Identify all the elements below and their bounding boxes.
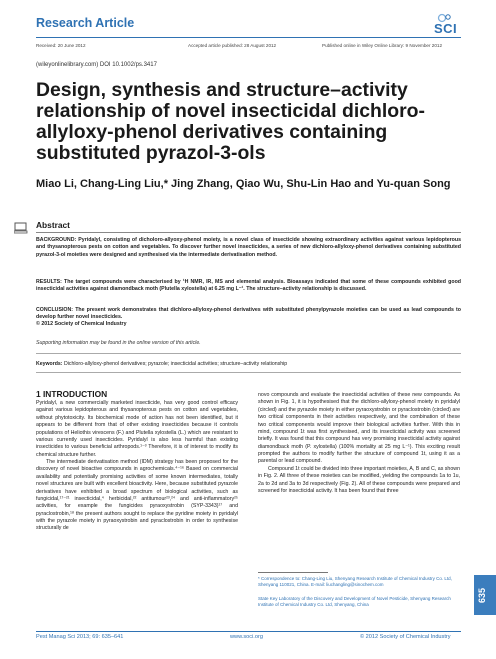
page-number: 635 [477,587,487,603]
abstract-background [36,237,461,259]
results-label: RESULTS: [36,279,62,285]
keywords-label: Keywords: [36,361,63,367]
background-label: BACKGROUND: [36,237,77,243]
conclusion-label: CONCLUSION: [36,307,74,313]
footer-rule [36,631,461,632]
paragraph: Pyridalyl, a new commercially marketed insecticide, has very good control efficacy against various lepidopterous and thysanopterous pests on cotton and vegetables, without phytotoxicity. Its biochemical mode of action has not been identified, but it appears to be different from that of other existing insecticides because it controls populations of Heliothis virescens (F.) and Plutella xylostella (L.) which are resistant to various currently used insecticides. Pyridalyl is also less harmful than existing insecticides to various beneficial arthropods.¹⁻³ Therefore, it is of interest to modify its chemical structure further. [36,400,238,458]
left-column [36,400,238,533]
keywords [36,361,461,367]
doi[interactable]: (wileyonlinelibrary.com) DOI 10.1002/ps.3417 [36,62,157,68]
background-text: Pyridalyl, consisting of dicholoro-allyoxy-phenol moiety, is a novel class of insecticide showing extraordinary activities against various lepidopterous and thysanopterous pests on cotton and vegetables. To discover further novel insecticides, a series of new dichloro-allyloxy-phenol derivatives containing substituted pyrazol-3-ol moieties were designed and synthesised via the intermediate derivatisation method. [36,237,461,258]
footer-site-link[interactable]: www.soci.org [230,634,263,640]
header-rule [36,37,461,38]
abstract-copyright-text: © 2012 Society of Chemical Industry [36,321,127,327]
keywords-text: Dichloro-allyloxy-phenol derivatives; pyrazole; insecticidal activities; structure–activity relationship [63,361,288,367]
abstract-rule [36,232,461,233]
right-column [258,392,460,495]
authors: Miao Li, Chang-Ling Liu,* Jing Zhang, Qiao Wu, Shu-Lin Hao and Yu-quan Song [36,178,451,190]
paragraph: The intermediate derivatisation method (IDM) strategy has been proposed for the discovery of novel bioactive compounds in agrochemicals.⁴⁻¹⁶ Based on commercial availability and potentially promising activities of some known intermediates, totally novel structures are built with excellent bioactivity. Here, because substituted pyrazole derivatives have exhibited a broad spectrum of biological activities, such as fungicidal,¹⁷⁻²¹ insecticidal,⁴ herbicidal,²² antitumour²³,²⁴ and anti-inflammatory²⁵ activities, for example the fungicides pyraoxystrobin (SYP-3343)¹⁷ and pyraclostrobin,¹⁸ the present authors sought to replace the pyridine moiety in pyridalyl with the pyrazole moiety in pyraoxystrobin and pyraclostrobin in order to synthesise structurally de [36,459,238,532]
abstract-conclusion [36,307,461,322]
computer-icon [14,222,28,234]
abstract-results [36,279,461,294]
conclusion-text: The present work demonstrates that dichloro-allyloxy-phenol derivatives with substituted phenylpyrazole moieties can be used as lead compounds to develop further novel insecticides. [36,307,461,321]
footnote-correspondence: * Correspondence to: Chang-Ling Liu, Shenyang Research Institute of Chemical Industry Co. Ltd, Shenyang 110021, China. E-mail: liuchangling@sinochem.com [258,576,452,587]
footnote-rule [258,572,328,573]
abstract-heading: Abstract [36,220,70,230]
accepted-date: Accepted article published: 28 August 2012 [188,43,277,48]
article-type: Research Article [36,16,135,30]
paper-title: Design, synthesis and structure–activity relationship of novel insecticidal dichloro-allyloxy-phenol derivatives containing substituted pyrazol-3-ols [36,79,425,164]
supporting-info: Supporting information may be found in the online version of this article. [36,340,201,346]
abstract-copyright [36,321,461,328]
footer-copyright: © 2012 Society of Chemical Industry [360,634,451,640]
received-date: Received: 20 June 2012 [36,43,86,48]
footnote-affiliation: State Key Laboratory of the Discovery and Development of Novel Pesticide, Shenyang Research Institute of Chemical Industry Co. Ltd, Shenyang, China [258,596,451,607]
paragraph: novo compounds and evaluate the insecticidal activities of these new compounds. As shown in Fig. 1, it is hypothesised that the dichloro-allyloxy-phenol moiety in pyridalyl (circled) and the pyrazole moiety in either pyraoxystrobin or pyraclostrobin (circled) are two critical components in their activities respectively, and the combination of these two critical components would improve their biological activities further. With this in mind, compound 1t was first synthesised, and its insecticidal activity was screened briefly. It was found that this compound has very promising insecticidal activity against diamondback moth (P. xylostella) (100% mortality at 25 mg L⁻¹). This exciting result prompted the authors to modify further the structure of compound 1t, using it as a parental or lead compound. [258,392,460,465]
divider [36,372,461,373]
section-heading-introduction: 1 INTRODUCTION [36,389,108,399]
divider [36,353,461,354]
sci-logo-text: SCI [434,21,458,36]
published-date: Published online in Wiley Online Library: 9 November 2012 [322,43,443,48]
results-text: The target compounds were characterised by ¹H NMR, IR, MS and elemental analysis. Bioassays indicated that some of these compounds exhibited good insecticidal activities against diamondback moth (Plutella xylostella) at 6.25 mg L⁻¹. The structure–activity relationship is discussed. [36,279,461,293]
paragraph: Compound 1t could be divided into three important moieties, A, B and C, as shown in Fig. 2. All three of these moieties can be modified, yielding the compounds 1a to 1u, 2a to 2d and 3a to 3d respectively (Fig. 2). All of these compounds were prepared and screened for insecticidal activity. It has been found that three [258,465,460,494]
footer-journal: Pest Manag Sci 2013; 69: 635–641 [36,634,124,640]
